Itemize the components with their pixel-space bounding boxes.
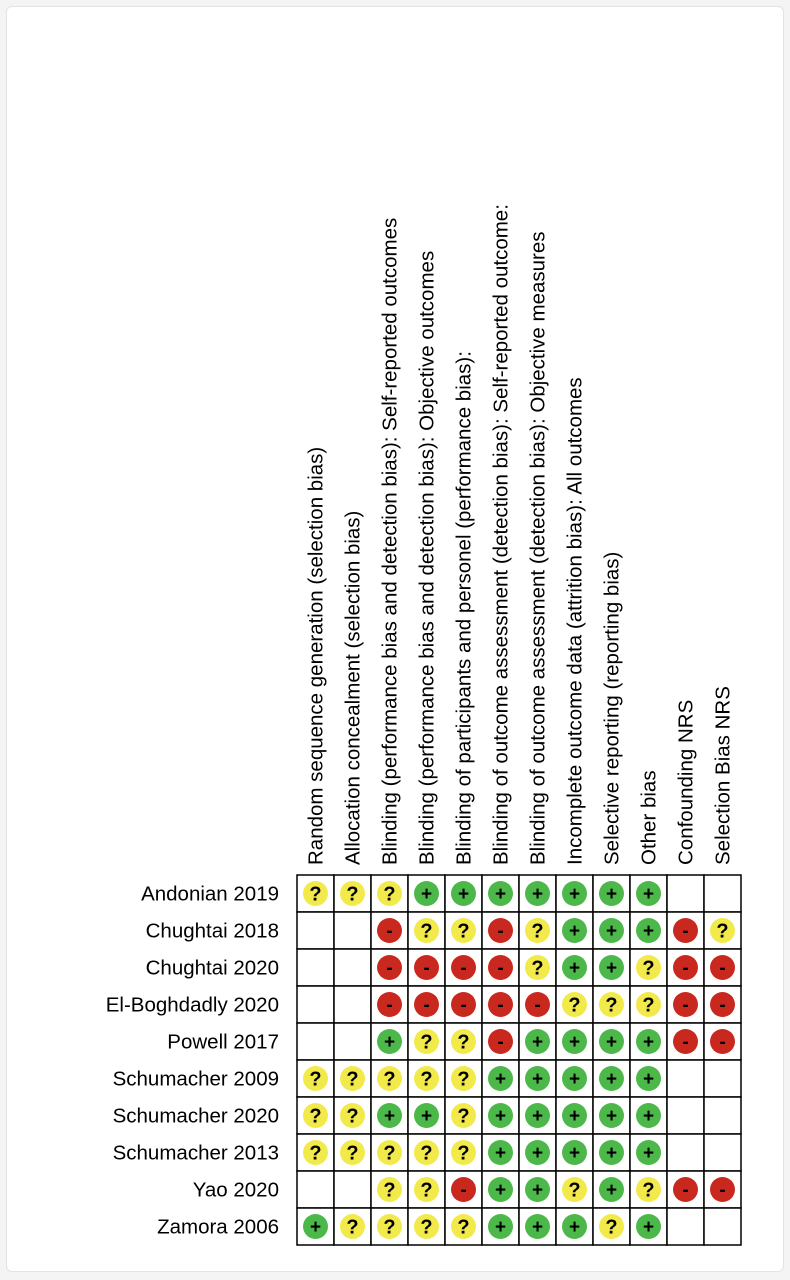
rating-symbol: - — [682, 995, 689, 1016]
rating-symbol: ? — [420, 920, 433, 943]
rating-symbol: + — [531, 1180, 544, 1201]
rating-symbol: + — [568, 1143, 581, 1164]
rating-symbol: + — [383, 1032, 396, 1053]
grid-cell — [667, 1097, 704, 1134]
rating-symbol: ? — [457, 1105, 470, 1128]
rating-symbol: + — [605, 958, 618, 979]
study-label: Andonian 2019 — [141, 882, 279, 906]
rating-symbol: ? — [716, 920, 729, 943]
column-label: Allocation concealment (selection bias) — [341, 510, 365, 865]
grid-cell — [334, 986, 371, 1023]
rating-symbol: - — [386, 958, 393, 979]
rating-symbol: ? — [420, 1068, 433, 1091]
rating-symbol: + — [642, 884, 655, 905]
risk-of-bias-table — [7, 7, 785, 1273]
rating-symbol: + — [531, 1032, 544, 1053]
rating-symbol: ? — [420, 1179, 433, 1202]
chart-card — [6, 6, 784, 1272]
rating-symbol: ? — [568, 1179, 581, 1202]
rating-symbol: + — [420, 1106, 433, 1127]
rating-symbol: + — [494, 1217, 507, 1238]
rating-symbol: ? — [309, 1142, 322, 1165]
rating-symbol: + — [531, 1217, 544, 1238]
rating-symbol: + — [605, 1180, 618, 1201]
rating-symbol: ? — [309, 883, 322, 906]
study-label: Zamora 2006 — [157, 1215, 279, 1239]
rating-symbol: ? — [531, 920, 544, 943]
rating-symbol: - — [534, 995, 541, 1016]
column-label: Selection Bias NRS — [711, 686, 735, 865]
grid-cell — [297, 986, 334, 1023]
rating-symbol: + — [494, 1069, 507, 1090]
grid-cells — [297, 875, 741, 1245]
rating-symbol: ? — [642, 994, 655, 1017]
rating-symbol: ? — [346, 1142, 359, 1165]
rating-symbol: + — [642, 1143, 655, 1164]
rating-symbol: + — [568, 1069, 581, 1090]
column-labels — [305, 204, 735, 865]
column-label: Blinding of outcome assessment (detection bias): Self-reported outcome: — [489, 204, 513, 865]
rating-symbol: - — [460, 958, 467, 979]
rating-symbol: + — [494, 1106, 507, 1127]
grid-cell — [297, 1023, 334, 1060]
rating-symbol: ? — [383, 1216, 396, 1239]
rating-symbol: ? — [346, 1216, 359, 1239]
study-label: Chughtai 2018 — [145, 919, 279, 943]
column-label: Blinding of participants and personel (performance bias): — [452, 351, 476, 865]
grid-cell — [704, 1060, 741, 1097]
rating-symbol: + — [642, 1106, 655, 1127]
rating-symbol: ? — [457, 1216, 470, 1239]
grid-cell — [334, 949, 371, 986]
rating-symbol: ? — [457, 1031, 470, 1054]
rating-symbol: ? — [605, 1216, 618, 1239]
rating-symbol: ? — [568, 994, 581, 1017]
rating-symbol: ? — [420, 1031, 433, 1054]
rating-symbol: ? — [642, 957, 655, 980]
rating-symbol: + — [642, 1217, 655, 1238]
rating-symbol: ? — [383, 1179, 396, 1202]
rating-symbol: - — [423, 995, 430, 1016]
column-label: Selective reporting (reporting bias) — [600, 551, 624, 865]
study-label: Yao 2020 — [192, 1178, 279, 1202]
rating-symbol: + — [568, 1032, 581, 1053]
rating-symbol: - — [719, 995, 726, 1016]
rating-symbol: + — [568, 921, 581, 942]
grid-cell — [704, 875, 741, 912]
rating-symbol: ? — [309, 1105, 322, 1128]
rating-symbol: - — [386, 995, 393, 1016]
rating-symbol: + — [642, 1069, 655, 1090]
grid-cell — [667, 1134, 704, 1171]
grid-cell — [704, 1097, 741, 1134]
column-label: Incomplete outcome data (attrition bias): All outcomes — [563, 377, 587, 865]
grid-cell — [334, 1023, 371, 1060]
column-label: Blinding (performance bias and detection bias): Self-reported outcomes — [378, 217, 402, 865]
grid-cell — [704, 1134, 741, 1171]
rating-symbol: - — [386, 921, 393, 942]
row-labels — [106, 883, 279, 1239]
rating-symbol: + — [531, 1106, 544, 1127]
rating-symbol: + — [605, 1143, 618, 1164]
rating-symbol: - — [497, 958, 504, 979]
rating-symbol: + — [531, 1069, 544, 1090]
rating-symbol: - — [682, 958, 689, 979]
rating-symbol: - — [719, 1032, 726, 1053]
rating-symbol: + — [642, 1032, 655, 1053]
rating-symbol: + — [494, 1143, 507, 1164]
rating-symbol: + — [605, 921, 618, 942]
rating-symbol: + — [457, 884, 470, 905]
rating-symbol: ? — [383, 883, 396, 906]
study-label: El-Boghdadly 2020 — [105, 993, 279, 1017]
rating-symbol: ? — [383, 1068, 396, 1091]
rating-symbol: + — [494, 1180, 507, 1201]
rating-symbol: + — [568, 1217, 581, 1238]
rating-symbol: + — [309, 1217, 322, 1238]
grid-cell — [297, 912, 334, 949]
rating-symbol: ? — [420, 1216, 433, 1239]
rating-symbol: + — [531, 884, 544, 905]
study-label: Schumacher 2009 — [112, 1067, 279, 1091]
grid-cell — [667, 1208, 704, 1245]
rating-symbol: - — [682, 1180, 689, 1201]
rating-symbol: ? — [457, 1142, 470, 1165]
rating-symbol: + — [605, 884, 618, 905]
grid-cell — [704, 1208, 741, 1245]
study-label: Powell 2017 — [167, 1030, 279, 1054]
rating-symbol: + — [568, 884, 581, 905]
rating-symbol: - — [497, 921, 504, 942]
rating-symbol: - — [719, 958, 726, 979]
column-label: Random sequence generation (selection bias) — [304, 446, 328, 865]
rating-symbol: - — [460, 995, 467, 1016]
rating-symbol: + — [605, 1069, 618, 1090]
column-label: Blinding (performance bias and detection bias): Objective outcomes — [415, 250, 439, 865]
rating-symbol: ? — [531, 957, 544, 980]
grid-cell — [667, 1060, 704, 1097]
grid-cell — [297, 1171, 334, 1208]
grid-cell — [334, 1171, 371, 1208]
rating-symbol: + — [642, 921, 655, 942]
grid-cell — [667, 875, 704, 912]
rating-symbol: - — [497, 1032, 504, 1053]
rating-symbol: + — [531, 1143, 544, 1164]
rating-symbol: ? — [346, 883, 359, 906]
rating-symbol: ? — [457, 1068, 470, 1091]
rating-symbol: + — [605, 1032, 618, 1053]
rating-symbol: ? — [605, 994, 618, 1017]
column-label: Confounding NRS — [674, 699, 698, 865]
study-label: Schumacher 2020 — [112, 1104, 279, 1128]
rating-symbol: - — [423, 958, 430, 979]
rating-symbol: + — [568, 958, 581, 979]
rating-symbol: ? — [346, 1068, 359, 1091]
rating-symbol: + — [494, 884, 507, 905]
rating-symbol: ? — [457, 920, 470, 943]
rating-symbol: ? — [383, 1142, 396, 1165]
rating-symbol: + — [568, 1106, 581, 1127]
rating-symbol: + — [605, 1106, 618, 1127]
grid-cell — [334, 912, 371, 949]
column-label: Blinding of outcome assessment (detection bias): Objective measures — [526, 231, 550, 865]
rating-symbol: ? — [642, 1179, 655, 1202]
rating-symbol: ? — [309, 1068, 322, 1091]
rating-symbol: ? — [346, 1105, 359, 1128]
grid-cell — [297, 949, 334, 986]
rating-symbol: + — [420, 884, 433, 905]
study-label: Schumacher 2013 — [112, 1141, 279, 1165]
rating-symbol: - — [682, 1032, 689, 1053]
rating-symbol: - — [497, 995, 504, 1016]
rating-symbol: - — [460, 1180, 467, 1201]
study-label: Chughtai 2020 — [145, 956, 279, 980]
column-label: Other bias — [637, 770, 661, 865]
rating-symbol: + — [383, 1106, 396, 1127]
rating-symbol: ? — [420, 1142, 433, 1165]
rating-symbol: - — [719, 1180, 726, 1201]
rating-symbol: - — [682, 921, 689, 942]
